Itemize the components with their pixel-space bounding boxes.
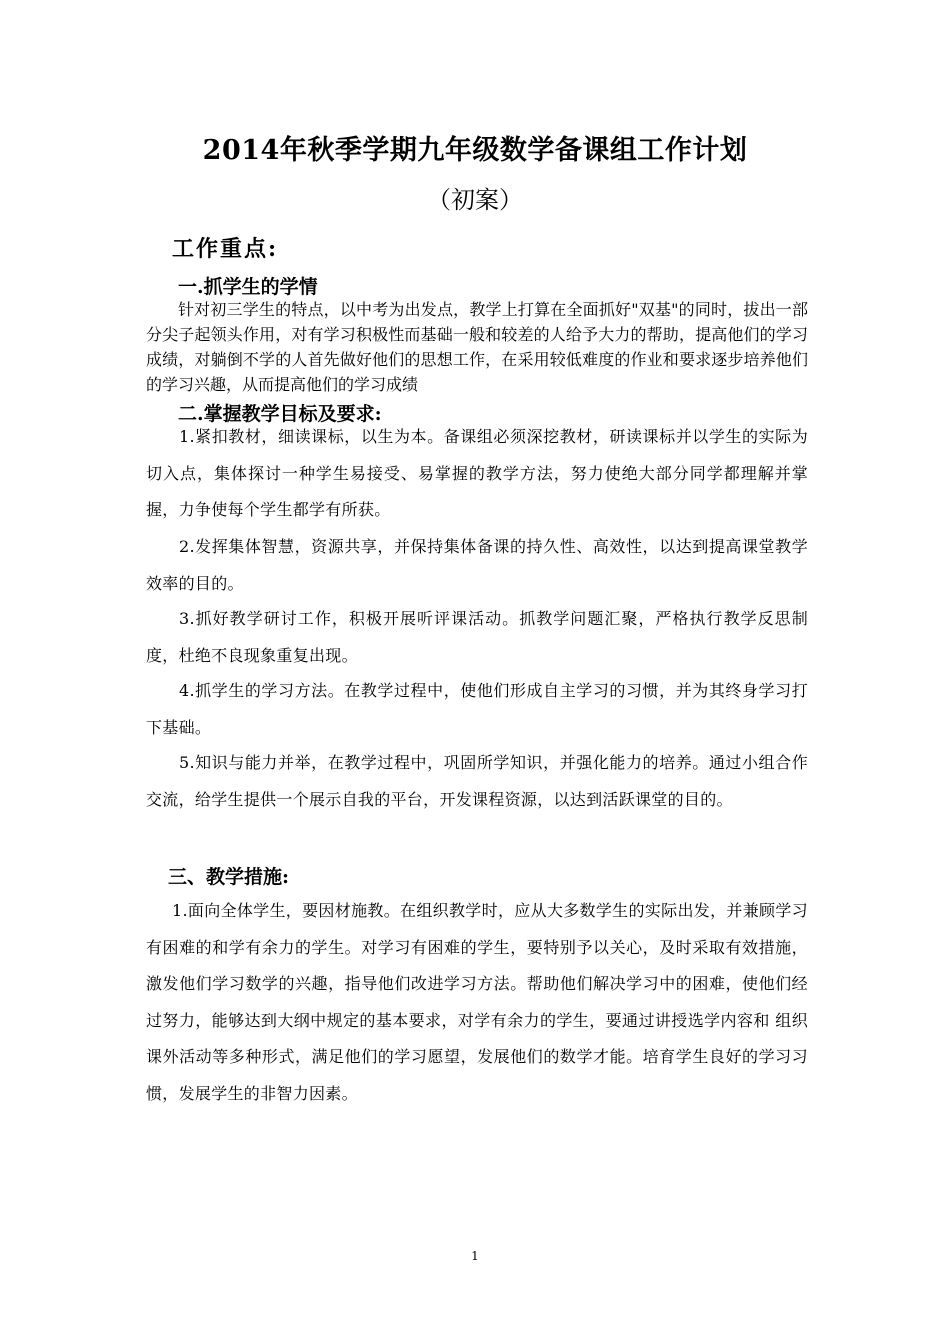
section2-item-2: 2.发挥集体智慧，资源共享，并保持集体备课的持久性、高效性，以达到提高课堂教学效率的目的。 [146,537,808,593]
section1-paragraph: 针对初三学生的特点，以中考为出发点，教学上打算在全面抓好"双基"的同时，拔出一部分尖子起领头作用，对有学习积极性而基础一般和较差的人给予大力的帮助，提高他们的学习成绩，对躺倒不学的人首先做好他们的思想工作，在采用较低难度的作业和要求逐步培养他们的学习兴趣，从而提高他们的学习成绩 [146,300,808,394]
document-title: 2014年秋季学期九年级数学备课组工作计划 [202,135,748,166]
page-number: 1 [471,1249,479,1263]
section2-heading: 二.掌握教学目标及要求: [178,403,382,425]
section3-item-1: 1.面向全体学生，要因材施教。在组织教学时，应从大多数学生的实际出发，并兼顾学习有困难的和学有余力的学生。对学习有困难的学生，要特别予以关心，及时采取有效措施，激发他们学习数学的兴趣，指导他们改进学习方法。帮助他们解决学习中的困难，使他们经过努力，能够达到大纲中规定的基本要求，对学有余力的学生，要通过讲授选学内容和 组织课外活动等多种形式，满足他们的学习愿望，发展他们的数学才能。培育学生良好的学习习惯，发展学生的非智力因素。 [146,901,808,1103]
section3-heading: 三、教学措施: [168,866,290,888]
section1-heading: 一.抓学生的学情 [178,276,318,298]
section2-item-4: 4.抓学生的学习方法。在教学过程中，使他们形成自主学习的习惯，并为其终身学习打下基础。 [146,681,808,737]
document-subtitle: （初案） [427,186,523,214]
section2-item-1: 1.紧扣教材，细读课标，以生为本。备课组必须深挖教材，研读课标并以学生的实际为切入点，集体探讨一种学生易接受、易掌握的教学方法，努力使绝大部分同学都理解并掌握，力争使每个学生都学有所获。 [146,427,808,519]
section2-item-3: 3.抓好教学研讨工作，积极开展听评课活动。抓教学问题汇聚，严格执行教学反思制度，杜绝不良现象重复出现。 [146,609,808,665]
heading-work-focus: 工作重点: [172,236,279,262]
section2-item-5: 5.知识与能力并举，在教学过程中，巩固所学知识，并强化能力的培养。通过小组合作交流，给学生提供一个展示自我的平台，开发课程资源，以达到活跃课堂的目的。 [146,753,808,809]
